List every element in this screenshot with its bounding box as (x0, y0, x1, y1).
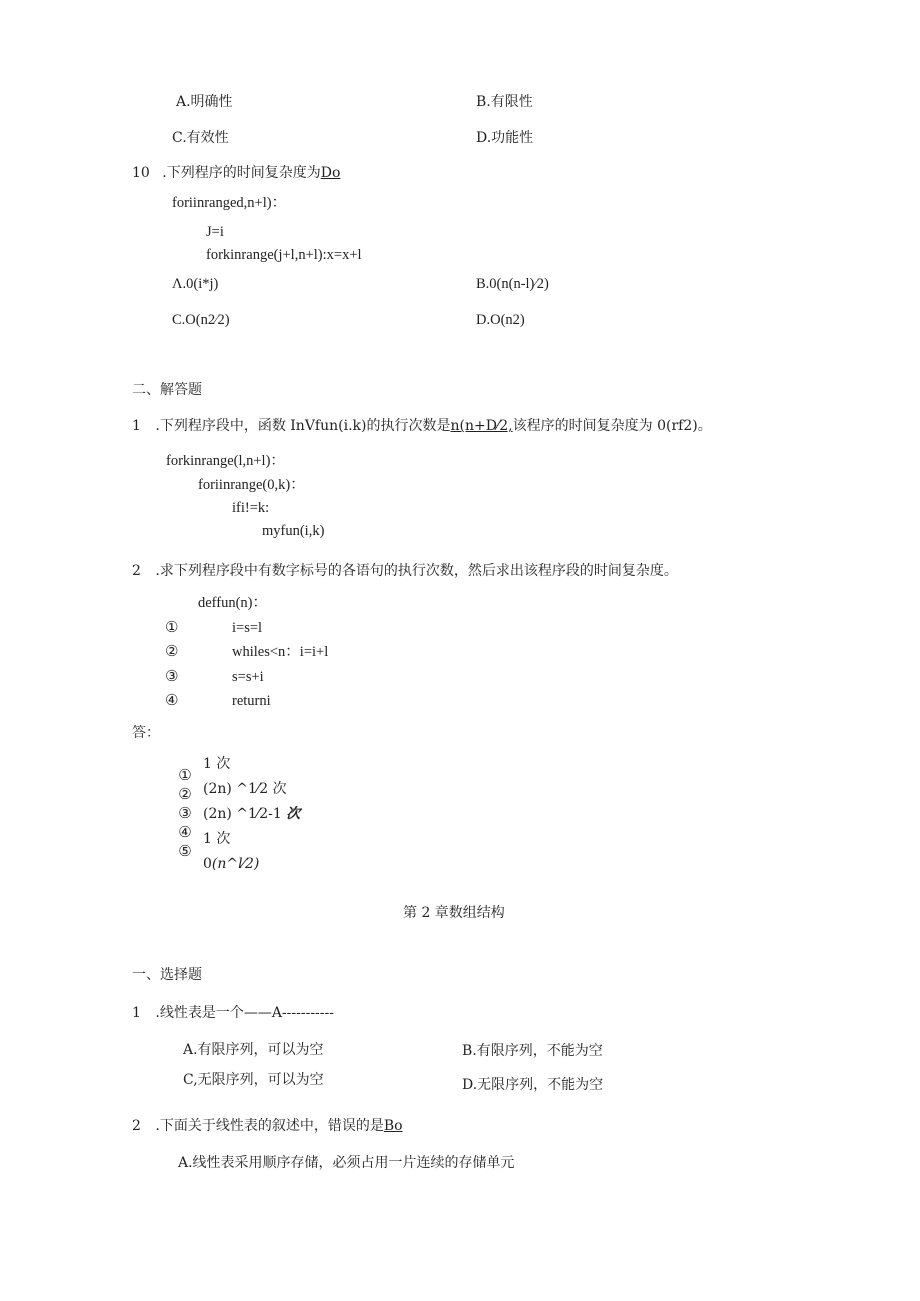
statement-code-3: s=s+i (232, 669, 264, 685)
statement-code-1: i=s=l (232, 620, 263, 636)
answer-marks: ①②③④⑤ (176, 766, 194, 861)
s2-q1-number: 1 (132, 418, 141, 434)
q10-number: 10 (132, 165, 150, 181)
s2-q1-answer: n(n+D⁄2, (450, 418, 513, 434)
s2-q1-code-line-3: ifi!=k: (232, 500, 270, 516)
ch2-q1-option-b: B.有限序列，不能为空 (462, 1043, 603, 1059)
statement-mark-2: ② (165, 642, 179, 660)
answer-label: 答： (132, 725, 160, 741)
section-heading-choice: 一、选择题 (132, 967, 202, 983)
q9-option-b: B.有限性 (476, 94, 533, 110)
s2-q2-stem (132, 562, 678, 580)
s2-q1-text-before: .下列程序段中，函数 InVfun(i.k)的执行次数是 (155, 418, 451, 434)
s2-q1-stem (132, 417, 712, 435)
chapter-title: 第 2 章数组结构 (403, 905, 505, 921)
ch2-q2-stem (132, 1117, 403, 1135)
section-heading-answers: 二、解答题 (132, 382, 202, 398)
q10-option-b: B.0(n(n-l)⁄2) (476, 276, 549, 292)
answer-line-3-tail: 次 (286, 806, 301, 822)
q10-code-line-3: forkinrange(j+l,n+l):x=x+l (206, 247, 362, 263)
ch2-q2-text: .下面关于线性表的叙述中，错误的是 (155, 1118, 384, 1134)
q10-code-line-1: foriinranged,n+l)： (172, 195, 287, 211)
answer-line-3-text: (2n) ^1⁄2-1 (203, 806, 282, 822)
answer-line-1: 1 次 (203, 756, 231, 772)
q10-option-a: Λ.0(i*j) (172, 276, 219, 292)
statement-code-2: whiles<n：i=i+l (232, 644, 329, 660)
answer-line-5-tail: (n^l⁄2) (211, 856, 260, 872)
statement-code-4: returni (232, 693, 271, 709)
ch2-q1-stem (132, 1004, 334, 1022)
s2-q2-text: .求下列程序段中有数字标号的各语句的执行次数，然后求出该程序段的时间复杂度。 (155, 563, 678, 579)
statement-mark-4: ④ (165, 691, 179, 709)
q9-option-d: D.功能性 (476, 130, 534, 146)
statement-mark-1: ① (165, 618, 179, 636)
ch2-q1-option-d: D.无限序列，不能为空 (462, 1077, 604, 1093)
answer-line-3 (203, 805, 300, 823)
s2-q2-number: 2 (132, 563, 141, 579)
ch2-q1-number: 1 (132, 1005, 141, 1021)
q10-option-d: D.O(n2) (476, 312, 525, 328)
answer-line-4: 1 次 (203, 831, 231, 847)
ch2-q2-answer: Bo (383, 1118, 403, 1134)
q9-option-c: C.有效性 (172, 130, 229, 146)
ch2-q1-option-c: C,无限序列，可以为空 (183, 1072, 324, 1088)
ch2-q1-option-a: A.有限序列，可以为空 (183, 1042, 324, 1058)
s2-q2-code-head: deffun(n)： (198, 595, 267, 611)
q10-stem (132, 164, 340, 182)
ch2-q2-number: 2 (132, 1118, 141, 1134)
q10-text: .下列程序的时间复杂度为 (162, 165, 321, 181)
answer-line-5 (203, 855, 259, 873)
q9-option-a: A.明确性 (176, 94, 233, 110)
s2-q1-text-after: 该程序的时间复杂度为 0(rf2)。 (512, 418, 712, 434)
ch2-q2-option-a: A.线性表采用顺序存储，必须占用一片连续的存储单元 (178, 1155, 515, 1171)
s2-q1-code-line-2: foriinrange(0,k)： (198, 477, 305, 493)
s2-q1-code-line-4: myfun(i,k) (262, 523, 325, 539)
q10-answer: Do (320, 165, 341, 181)
answer-line-5-text: 0 (203, 856, 212, 872)
s2-q1-code-line-1: forkinrange(l,n+l)： (166, 453, 285, 469)
q10-option-c: C.O(n2⁄2) (172, 312, 230, 328)
q10-code-line-2: J=i (206, 224, 224, 240)
ch2-q1-text: .线性表是一个——A----------- (155, 1005, 334, 1021)
statement-mark-3: ③ (165, 667, 179, 685)
answer-line-2: (2n) ^1⁄2 次 (203, 781, 287, 797)
